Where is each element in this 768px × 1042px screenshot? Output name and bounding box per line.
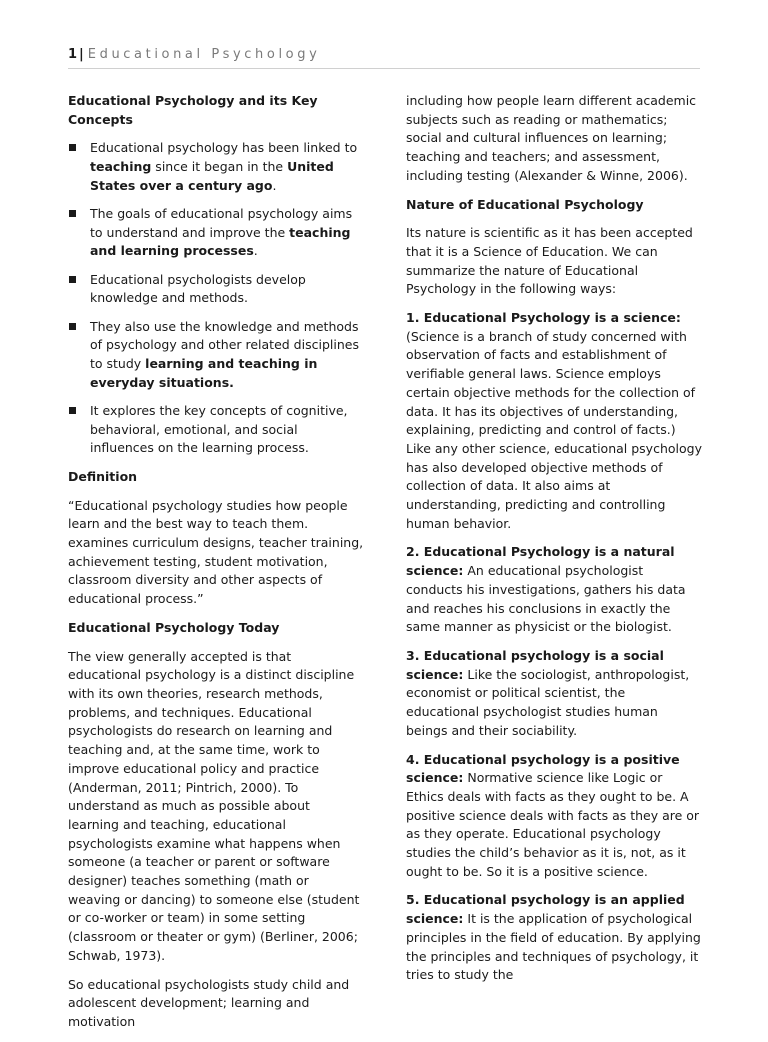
right-column: [406, 92, 702, 995]
definition-text: “Educational psychology studies how people learn and the best way to teach them. examines curriculum designs, teacher training, achievement testing, student motivation, classroom diversity and other aspects of educational process.”: [68, 497, 364, 607]
nature-point-label: 4. Educational psychology is a positive science:: [406, 751, 680, 786]
page-number: 1: [68, 47, 78, 62]
bullet-item: [68, 205, 364, 261]
key-concepts-heading: Educational Psychology and its Key Concepts: [68, 93, 318, 127]
bullet-text: since it began in the: [151, 159, 288, 175]
bullet-bold-text: learning and teaching in everyday situations.: [90, 355, 318, 390]
bullet-bold-text: United States over a century ago: [90, 159, 334, 193]
header-title: Educational Psychology: [87, 47, 321, 62]
bullet-text: They also use the knowledge and methods of psychology and other related disciplines to study: [90, 318, 359, 371]
today-heading: Educational Psychology Today: [68, 619, 280, 635]
nature-point: [406, 891, 702, 985]
bullet-text: .: [272, 177, 277, 193]
nature-point: [406, 647, 702, 741]
bullet-text: .: [253, 243, 258, 259]
nature-point-text: (Science is a branch of study concerned with observation of facts and establishment of verifiable general laws. Science employs certain objective methods for the collection of data. It has its objectives of understanding, explaining, predicting and control of facts.) Like any other science, educational psychology has also developed objective methods of collection of data. It also aims at understanding, predicting and controlling human behavior.: [406, 328, 702, 531]
nature-point-label: 5. Educational psychology is an applied science:: [406, 892, 685, 927]
bullet-bold-text: teaching and learning processes: [90, 224, 351, 259]
square-bullet-icon: [69, 407, 76, 414]
nature-heading: Nature of Educational Psychology: [406, 196, 644, 212]
left-column: [68, 92, 364, 1042]
definition-heading: Definition: [68, 468, 138, 484]
bullet-text: Educational psychology has been linked to: [90, 140, 358, 156]
bullet-item: [68, 318, 364, 393]
page-header: [68, 46, 700, 69]
square-bullet-icon: [69, 276, 76, 283]
today-paragraph: The view generally accepted is that educational psychology is a distinct discipline with its own theories, research methods, problems, and techniques. Educational psychologists do research on learning and teaching and, at the same time, work to improve educational policy and practice (Anderman, 2011; Pintrich, 2000). To understand as much as possible about learning and teaching, educational psychologists examine what happens when someone (a teacher or parent or software designer) teaches something (math or weaving or dancing) to someone else (student or co-worker or team) in some setting (classroom or theater or gym) (Berliner, 2006; Schwab, 1973).: [68, 648, 360, 963]
key-concepts-list: [68, 139, 364, 458]
nature-point-label: 3. Educational psychology is a social science:: [406, 647, 664, 682]
bullet-text: The goals of educational psychology aims to understand and improve the: [90, 206, 353, 240]
nature-point-text: Like the sociologist, anthropologist, economist or political scientist, the educational psychologist studies human beings and their sociability.: [406, 666, 690, 738]
square-bullet-icon: [69, 144, 76, 151]
bullet-item: [68, 402, 364, 458]
nature-points: [406, 309, 702, 985]
square-bullet-icon: [69, 323, 76, 330]
nature-point-label: 2. Educational Psychology is a natural science:: [406, 544, 675, 579]
nature-point-text: Normative science like Logic or Ethics deals with facts as they ought to be. A positive science deals with facts as they are or as they operate. Educational psychology studies the child’s behavior as it is, not, as it ought to be. So it is a positive science.: [406, 770, 700, 879]
bullet-text: It explores the key concepts of cognitive, behavioral, emotional, and social influences on the learning process.: [90, 402, 348, 456]
nature-point: [406, 543, 702, 637]
nature-point: [406, 309, 702, 533]
nature-intro: Its nature is scientific as it has been accepted that it is a Science of Education. We can summarize the nature of Educational Psychology in the following ways:: [406, 225, 693, 297]
bullet-item: [68, 139, 364, 195]
bullet-text: Educational psychologists develop knowledge and methods.: [90, 271, 306, 306]
so-paragraph: So educational psychologists study child and adolescent development; learning and motivation: [68, 976, 350, 1029]
nature-point-text: It is the application of psychological principles in the field of education. By applying the principles and techniques of psychology, it tries to study the: [406, 911, 701, 983]
square-bullet-icon: [69, 210, 76, 217]
header-separator: |: [79, 47, 84, 62]
bullet-item: [68, 271, 364, 308]
bullet-bold-text: teaching: [90, 159, 152, 175]
nature-point-label: 1. Educational Psychology is a science:: [406, 310, 681, 326]
nature-point-text: An educational psychologist conducts his investigations, gathers his data and reaches his conclusions in exactly the same manner as physicist or the biologist.: [406, 563, 686, 635]
continuation-paragraph: including how people learn different academic subjects such as reading or mathematics; social and cultural influences on learning; teaching and teachers; and assessment, including testing (Alexander & Winne, 2006).: [406, 93, 697, 183]
nature-point: [406, 751, 702, 882]
